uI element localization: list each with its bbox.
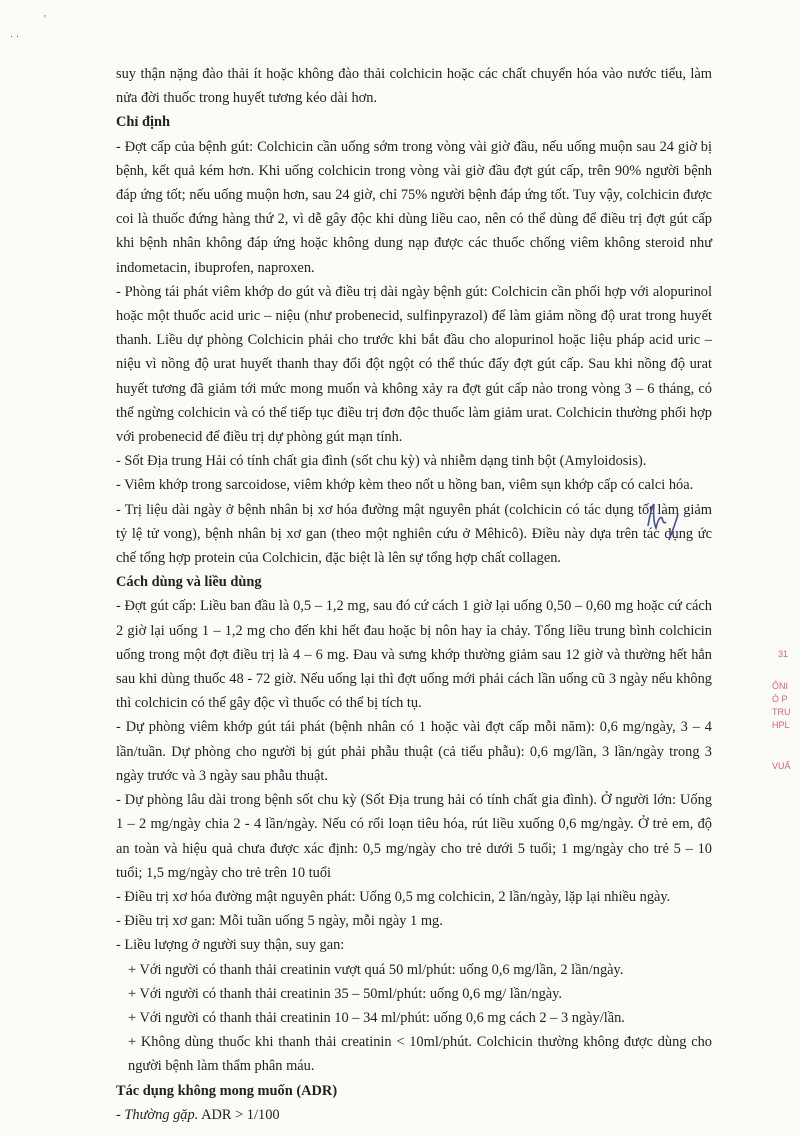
section-heading-dosage: Cách dùng và liều dùng bbox=[116, 574, 262, 591]
indication-paragraph: - Trị liệu dài ngày ở bệnh nhân bị xơ hóa đường mật nguyên phát (colchicin có tác dụng tốt làm giảm tỷ lệ tử vong), bệnh nhân bị xơ gan (theo một nghiên cứu ở Mêhicô). Điều này dựa trên tác dụng ức chế tổng hợp protein của Colchicin, đặc biệt là lên sự tổng hợp chất collagen. bbox=[116, 501, 712, 567]
scan-mark: ' bbox=[44, 14, 46, 25]
dosage-paragraph: - Dự phòng viêm khớp gút tái phát (bệnh nhân có 1 hoặc vài đợt cấp mỗi năm): 0,6 mg/ngày, 3 – 4 lần/tuần. Dự phòng cho người bị gút phải phẫu thuật (cả tiểu phẫu): 0,6 mg/lần, 3 lần/ngày trong 3 ngày trước và 3 ngày sau phẫu thuật. bbox=[116, 719, 712, 784]
adr-common-label: - Thường gặp. bbox=[116, 1106, 199, 1123]
dosage-paragraph: - Điều trị xơ gan: Mỗi tuần uống 5 ngày, mỗi ngày 1 mg. bbox=[116, 913, 443, 930]
scan-mark: · · bbox=[10, 32, 20, 43]
stamp-text: 31 bbox=[778, 649, 789, 659]
dosage-paragraph: - Dự phòng lâu dài trong bệnh sốt chu kỳ (Sốt Địa trung hải có tính chất gia đình). Ở người lớn: Uống 1 – 2 mg/ngày chia 2 - 4 lần/ngày. Nếu có rối loạn tiêu hóa, rút liều xuống 0,6 mg/ngày. Ở trẻ em, độ an toàn và hiệu quả chưa được xác định: 0,5 mg/ngày cho trẻ dưới 5 tuổi; 1 mg/ngày cho trẻ 5 – 10 tuổi; 1,5 mg/ngày cho trẻ trên 10 tuổi bbox=[116, 792, 712, 881]
adr-common-value: ADR > 1/100 bbox=[201, 1106, 280, 1123]
indication-paragraph: - Phòng tái phát viêm khớp do gút và điều trị dài ngày bệnh gút: Colchicin cần phối hợp với alopurinol hoặc một thuốc acid uric – niệu (như probenecid, sulfinpyrazol) để làm giảm nồng độ urat trong huyết thanh. Liều dự phòng Colchicin phải cho trước khi bắt đầu cho alopurinol hoặc liệu pháp acid uric – niệu vì nồng độ urat huyết thanh thay đổi đột ngột có thể thúc đẩy đợt gút cấp. Sau khi nồng độ urat huyết tương đã giảm tới mức mong muốn và không xảy ra đợt gút cấp nào trong vòng 3 – 6 tháng, có thể ngừng colchicin và có thể tiếp tục điều trị đơn độc thuốc làm giảm urat. Colchicin thường phối hợp với probenecid để điều trị dự phòng gút mạn tính. bbox=[116, 283, 712, 446]
margin-stamp bbox=[772, 680, 791, 732]
dosage-paragraph: - Liều lượng ở người suy thận, suy gan: bbox=[116, 937, 345, 954]
margin-stamp bbox=[772, 760, 791, 773]
indication-paragraph: - Sốt Địa trung Hải có tính chất gia đình (sốt chu kỳ) và nhiễm dạng tinh bột (Amyloidosis). bbox=[116, 453, 647, 470]
indication-paragraph: - Đợt cấp của bệnh gút: Colchicin cần uống sớm trong vòng vài giờ đầu, nếu uống muộn sau 24 giờ bị bệnh, kết quả kém hơn. Khi uống colchicin trong vòng vài giờ đầu đợt gút cấp, trên 90% người bệnh đáp ứng tốt; nếu uống muộn hơn, sau 24 giờ, chỉ 75% người bệnh đáp ứng tốt. Tuy vậy, colchicin được coi là thuốc đứng hàng thứ 2, vì dễ gây độc khi dùng liều cao, nên có thể dùng để điều trị đợt gút cấp khi bệnh nhân không đáp ứng hoặc không dung nạp được các thuốc chống viêm không steroid như indometacin, ibuprofen, naproxen. bbox=[116, 138, 712, 276]
stamp-text: VUẤ bbox=[772, 761, 791, 771]
section-heading-indications: Chỉ định bbox=[116, 114, 171, 131]
renal-dose-item: + Với người có thanh thải creatinin vượt quá 50 ml/phút: uống 0,6 mg/lần, 2 lần/ngày. bbox=[128, 961, 624, 978]
adr-common-line bbox=[116, 1103, 712, 1127]
stamp-text: Ó P bbox=[772, 694, 788, 704]
handwritten-signature bbox=[642, 500, 686, 542]
stamp-text: HPL bbox=[772, 720, 790, 730]
renal-dose-item: + Không dùng thuốc khi thanh thải creatinin < 10ml/phút. Colchicin thường không được dùng cho người bệnh làm thẩm phân máu. bbox=[128, 1034, 712, 1075]
indication-paragraph: - Viêm khớp trong sarcoidose, viêm khớp kèm theo nốt u hồng ban, viêm sụn khớp cấp có calci hóa. bbox=[116, 477, 694, 494]
renal-dose-item: + Với người có thanh thải creatinin 35 – 50ml/phút: uống 0,6 mg/ lần/ngày. bbox=[128, 985, 563, 1002]
dosage-paragraph: - Đợt gút cấp: Liều ban đầu là 0,5 – 1,2 mg, sau đó cứ cách 1 giờ lại uống 0,50 – 0,60 mg hoặc cứ cách 2 giờ lại uống 1 – 1,2 mg cho đến khi hết đau hoặc bị nôn hay ỉa chảy. Tổng liều trung bình colchicin uống trong một đợt điều trị là 4 – 6 mg. Đau và sưng khớp thường giảm sau 12 giờ và thường hết hẳn sau khi dùng thuốc 48 - 72 giờ. Nếu uống lại thì đợt uống mới phải cách lần uống cũ 3 ngày nếu không thì colchicin có thể gây độc vì thuốc có thể bị tích tụ. bbox=[116, 598, 712, 712]
dosage-paragraph: - Điều trị xơ hóa đường mật nguyên phát: Uống 0,5 mg colchicin, 2 lần/ngày, lặp lại nhiều ngày. bbox=[116, 888, 671, 905]
section-heading-adr: Tác dụng không mong muốn (ADR) bbox=[116, 1082, 338, 1099]
renal-dose-item: + Với người có thanh thải creatinin 10 – 34 ml/phút: uống 0,6 mg cách 2 – 3 ngày/lần. bbox=[128, 1009, 625, 1026]
stamp-text: TRU bbox=[772, 707, 791, 717]
document-body bbox=[116, 62, 712, 1127]
intro-paragraph: suy thận nặng đào thải ít hoặc không đào thải colchicin hoặc các chất chuyển hóa vào nước tiểu, làm nửa đời thuốc trong huyết tương kéo dài hơn. bbox=[116, 66, 712, 107]
stamp-text: ÔNI bbox=[772, 681, 789, 691]
margin-stamp bbox=[778, 648, 788, 661]
